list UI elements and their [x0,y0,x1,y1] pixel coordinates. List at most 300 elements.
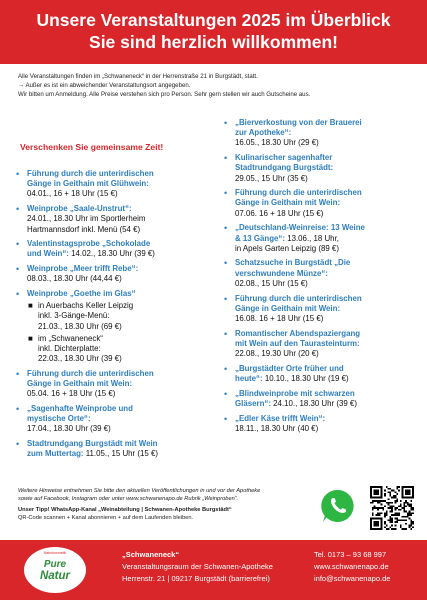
bullet-icon: • [224,293,228,304]
qr-module [391,514,393,516]
qr-module [396,500,398,502]
venue-description: Veranstaltungsraum der Schwanen-Apotheke [122,562,273,571]
qr-module [403,505,405,507]
bullet-icon: • [224,388,228,399]
qr-module [388,488,390,490]
event-title-line [235,258,418,268]
qr-module [386,512,388,514]
qr-module [382,500,384,502]
qr-module [393,490,395,492]
sub-bullet-icon: ■ [28,333,33,343]
qr-module [395,518,397,520]
event-date: 11.05., 15 Uhr (15 €) [83,449,158,459]
qr-module [372,500,374,502]
qr-module [395,491,397,493]
qr-module [393,528,395,530]
intro-line: → Außer es ist ein abweichender Veranstaltungsort angegeben. [18,82,191,89]
qr-module [410,514,412,516]
qr-module [389,488,391,490]
qr-module [389,519,391,521]
event-title: zur Apotheke“: [235,128,292,138]
qr-module [395,497,397,499]
qr-module [400,519,402,521]
qr-module [386,525,388,527]
event-title-line [27,439,216,449]
qr-module [384,495,386,497]
qr-module [396,512,398,514]
qr-module [410,507,412,509]
qr-module [388,507,390,509]
event-item [222,329,418,360]
qr-module [410,504,412,506]
qr-module [384,514,386,516]
event-title: Gläsern“: [235,398,271,408]
section-title: Verschenken Sie gemeinsame Zeit! [20,142,164,152]
logo-word-pure: Pure [43,559,67,570]
qr-module [410,528,412,530]
qr-module [391,505,393,507]
event-title-line [27,264,216,274]
qr-module [395,502,397,504]
event-title-line [235,414,418,424]
qr-module [400,500,402,502]
event-date: 10.10., 18.30 Uhr (19 €) [262,373,349,383]
qr-module [396,514,398,516]
qr-module [395,512,397,514]
qr-module [400,509,402,511]
event-detail: 07.06. 16 + 18 Uhr (15 €) [235,208,324,218]
qr-module [405,519,407,521]
event-title-line [235,188,418,198]
event-title: Führung durch die unterirdischen [27,169,154,178]
event-title-line [235,294,418,304]
venue-address: Herrenstr. 21 | 09217 Burgstädt (barrierefrei) [122,574,270,583]
event-item [222,364,418,384]
qr-module [393,514,395,516]
qr-module [395,507,397,509]
qr-module [412,521,414,523]
event-date: 13.06., 18 Uhr, [285,233,339,243]
qr-module [405,490,410,495]
event-title-line [235,234,418,244]
qr-module [372,507,374,509]
page-subtitle: Sie sind herzlich willkommen! [89,32,338,52]
event-detail: 18.11., 18.30 Uhr (40 €) [235,423,319,433]
event-title: Gänge in Geithain mit Glühwein: [27,179,149,189]
event-title: mit Wein auf den Taurasteinturm: [235,338,360,348]
bullet-icon: • [16,204,20,215]
qr-module [403,528,405,530]
sub-event-line: in Auerbachs Keller Leipzig [38,301,134,311]
qr-module [386,528,388,530]
event-item [222,258,418,289]
qr-module [402,516,404,518]
qr-module [388,519,390,521]
qr-module [409,511,411,513]
qr-module [381,507,383,509]
event-detail: 02.08., 15 Uhr (15 €) [235,278,308,288]
qr-module [395,495,397,497]
qr-module [372,502,374,504]
qr-module [389,507,391,509]
intro-line: Alle Veranstaltungen finden im „Schwaneneck“ in der Herrenstraße 21 in Burgstädt, statt. [18,73,258,80]
qr-module [403,507,405,509]
qr-module [384,523,386,525]
qr-module [410,505,412,507]
qr-module [402,528,404,530]
qr-code[interactable] [370,486,414,530]
event-title: Führung durch die unterirdischen [235,293,362,303]
qr-module [396,488,398,490]
qr-module [400,525,402,527]
event-title: Führung durch die unterirdischen [27,368,154,378]
qr-module [405,516,407,518]
qr-module [386,511,388,513]
qr-module [398,486,400,488]
event-detail: 08.03., 18.30 Uhr (44,44 €) [27,274,122,284]
event-title-line [27,169,216,179]
event-title: Gänge in Geithain mit Wein: [27,379,133,389]
qr-module [389,516,391,518]
pure-natur-logo [24,547,86,593]
notes-line: sowie auf Facebook, Instagram oder unter www.schwanenapo.de Rubrik „Weinproben“. [18,496,239,502]
qr-module [412,523,414,525]
qr-module [391,519,393,521]
qr-module [409,518,411,520]
qr-module [393,497,395,499]
qr-module [374,505,376,507]
event-title: Romantischer Abendspaziergang [235,328,361,338]
qr-module [396,486,398,488]
qr-module [377,502,379,504]
bullet-icon: • [16,368,20,379]
event-item [14,169,216,200]
qr-module [379,500,381,502]
qr-module [389,495,391,497]
sub-event-line: 22.03., 18.30 Uhr (39 €) [38,354,122,364]
sub-event-line: 21.03., 18.30 Uhr (69 €) [38,321,122,331]
header-banner [0,0,427,64]
qr-module [409,505,411,507]
event-title: Weinprobe „Meer trifft Rebe“: [27,264,139,274]
qr-module [386,502,388,504]
qr-module [384,521,386,523]
event-title: Stadtrundgang Burgstädt mit Wein [27,439,158,449]
qr-module [398,509,400,511]
qr-module [403,502,405,504]
bullet-icon: • [16,439,20,450]
event-title: Gänge in Geithain mit Wein: [235,303,341,313]
qr-module [409,512,411,514]
event-title-line [235,329,418,339]
event-item [14,264,216,284]
qr-module [375,514,377,516]
qr-module [403,504,405,506]
qr-module [407,516,409,518]
qr-module [410,512,412,514]
qr-module [388,491,390,493]
logo-small-text: Naturkosmetik [43,551,67,555]
qr-module [381,512,383,514]
event-item [222,188,418,219]
logo-word-natur: Natur [39,570,71,582]
qr-module [412,509,414,511]
qr-module [410,523,412,525]
event-title-line [235,118,418,128]
qr-module [407,514,409,516]
bullet-icon: • [16,264,20,275]
event-title: und Wein“: [27,249,69,259]
event-detail: 16.08. 16 + 18 Uhr (15 €) [235,313,324,323]
left-event-column [14,118,216,464]
qr-module [410,509,412,511]
bullet-icon: • [16,289,20,300]
qr-module [395,514,397,516]
event-title-line [27,449,216,459]
qr-module [396,518,398,520]
qr-module [391,528,393,530]
qr-module [405,505,407,507]
qr-module [377,507,379,509]
qr-module [410,521,412,523]
event-title: „Burgstädter Orte früher und [235,363,344,373]
event-item [222,389,418,409]
right-event-column [222,118,418,438]
qr-module [381,500,383,502]
qr-module [395,528,397,530]
event-title-line [235,198,418,208]
qr-module [384,516,386,518]
qr-module [384,500,386,502]
event-title: „Deutschland-Weinreise: 13 Weine [235,223,365,233]
qr-module [384,490,386,492]
event-item [222,223,418,254]
qr-module [412,526,414,528]
qr-module [405,511,407,513]
qr-module [379,514,381,516]
qr-module [382,507,384,509]
qr-module [377,512,379,514]
qr-module [400,504,402,506]
event-item [14,439,216,459]
event-title: Weinprobe „Saale-Unstrut“: [27,204,132,214]
qr-module [391,511,393,513]
qr-module [389,518,391,520]
notes-line: QR-Code scannen + Kanal abonnieren + auf dem Laufenden bleiben. [18,515,194,521]
qr-module [381,504,383,506]
qr-module [384,493,386,495]
qr-module [391,525,393,527]
qr-module [396,519,398,521]
intro-line: Wir bitten um Anmeldung. Alle Preise verstehen sich pro Person. Sehr gern stellen wir auch Gutscheine aus. [18,91,311,98]
event-title-line [235,399,418,409]
qr-module [389,493,391,495]
event-title-line [27,379,216,389]
qr-module [374,521,379,526]
event-title-line [235,374,418,384]
event-detail: Hartmannsdorf inkl. Menü (54 €) [27,224,141,234]
qr-module [391,502,393,504]
venue-name: „Schwaneneck“ [122,550,180,559]
event-detail: in Apels Garten Leipzig (89 €) [235,243,339,253]
qr-module [372,514,374,516]
qr-module [374,490,379,495]
notes-block [18,487,318,522]
event-item [222,118,418,149]
qr-module [396,507,398,509]
qr-module [410,519,412,521]
sub-bullet-icon: ■ [28,301,33,311]
event-title: „Bierverkostung von der Brauerei [235,118,362,127]
website-link[interactable]: www.schwanenapo.de [314,562,389,571]
qr-module [407,504,409,506]
qr-module [379,507,381,509]
qr-module [400,526,402,528]
qr-module [372,512,374,514]
event-date: 24.10., 18.30 Uhr (39 €) [270,398,357,408]
bullet-icon: • [224,328,228,339]
email-link[interactable]: info@schwanenapo.de [314,574,391,583]
event-title-line [235,304,418,314]
qr-module [396,493,398,495]
event-title: Gänge in Geithain mit Wein: [235,198,341,208]
whatsapp-tip: Unser Tipp! WhatsApp-Kanal „Weinabteilung | Schwanen-Apotheke Burgstädt“ [18,507,232,513]
event-detail: 22.08., 19.30 Uhr (20 €) [235,349,319,359]
bullet-icon: • [16,239,20,250]
qr-module [393,505,395,507]
event-title: Weinprobe „Goethe im Glas“ [27,289,136,299]
qr-module [403,519,405,521]
event-item [14,404,216,435]
event-title-line [27,179,216,189]
qr-module [410,525,412,527]
qr-module [391,497,393,499]
notes-line: Weitere Hinweise entnehmen Sie bitte den aktuellen Veröffentlichungen in und vor der Apotheke [18,488,261,494]
bullet-icon: • [224,188,228,199]
qr-module [403,509,405,511]
qr-module [375,500,377,502]
qr-module [405,523,407,525]
qr-module [374,500,376,502]
qr-module [379,512,381,514]
qr-module [410,500,412,502]
bullet-icon: • [224,223,228,234]
qr-module [402,507,404,509]
event-title-line [235,163,418,173]
qr-module [400,505,402,507]
event-title-line [235,364,418,374]
event-title: „Blindweinprobe mit schwarzen [235,388,355,398]
qr-module [391,521,393,523]
qr-module [398,514,400,516]
event-title: mystische Orte“: [27,414,91,424]
event-title-line [27,289,216,299]
event-title-line [27,204,216,214]
event-detail: 05.04. 16 + 18 Uhr (15 €) [27,389,116,399]
event-detail: 29.05., 15 Uhr (35 €) [235,173,308,183]
event-title: Führung durch die unterirdischen [235,188,362,198]
qr-module [377,514,379,516]
event-title-line [27,414,216,424]
qr-module [389,511,391,513]
event-item [222,414,418,434]
event-detail: 17.04., 18.30 Uhr (39 €) [27,424,111,434]
sub-event-line: inkl. 3-Gänge-Menü: [38,311,110,321]
qr-module [403,511,405,513]
qr-module [409,514,411,516]
event-title: Valentinstagsprobe „Schokolade [27,239,151,249]
qr-module [384,505,386,507]
event-title-line [235,128,418,138]
footer-contact [314,549,390,585]
qr-module [395,525,397,527]
qr-module [388,528,390,530]
sub-event [27,334,216,365]
qr-module [382,509,384,511]
event-title: Kulinarischer sagenhafter [235,153,333,163]
event-item [14,204,216,235]
qr-module [377,509,379,511]
event-detail: 16.05., 18.30 Uhr (29 €) [235,138,319,148]
qr-module [372,509,374,511]
event-date: 14.02., 18.30 Uhr (39 €) [68,249,155,259]
qr-module [386,486,388,488]
event-title-line [235,269,418,279]
qr-module [391,518,393,520]
qr-module [396,498,398,500]
qr-module [384,526,386,528]
bullet-icon: • [224,258,228,269]
qr-module [388,504,390,506]
qr-module [395,500,397,502]
qr-module [412,512,414,514]
whatsapp-icon[interactable] [320,488,356,524]
footer-address [122,549,273,585]
qr-module [398,519,400,521]
event-title-line [27,369,216,379]
qr-module [389,491,391,493]
qr-module [409,525,411,527]
qr-module [388,502,390,504]
qr-module [389,526,391,528]
event-title-line [235,389,418,399]
qr-module [395,521,397,523]
event-title-line [27,249,216,259]
bullet-icon: • [16,169,20,179]
qr-module [391,509,393,511]
event-title-line [27,239,216,249]
phone-link[interactable]: Tel. 0173 – 93 68 997 [314,550,387,559]
qr-module [405,528,407,530]
qr-module [407,512,409,514]
bullet-icon: • [224,363,228,374]
event-title: „Sagenhafte Weinprobe und [27,404,133,414]
qr-module [375,507,377,509]
qr-module [389,505,391,507]
event-title-line [235,153,418,163]
event-item [222,153,418,184]
page-title: Unsere Veranstaltungen 2025 im Überblick [36,10,391,30]
bullet-icon: • [224,153,228,164]
event-detail: 24.01., 18.30 Uhr im Sportlerheim [27,214,146,224]
event-title: verschwundene Münze“: [235,268,328,278]
qr-module [391,490,393,492]
qr-module [402,519,404,521]
qr-module [389,521,391,523]
event-item [14,369,216,400]
qr-module [398,505,400,507]
event-title: & 13 Gänge“: [235,233,285,243]
